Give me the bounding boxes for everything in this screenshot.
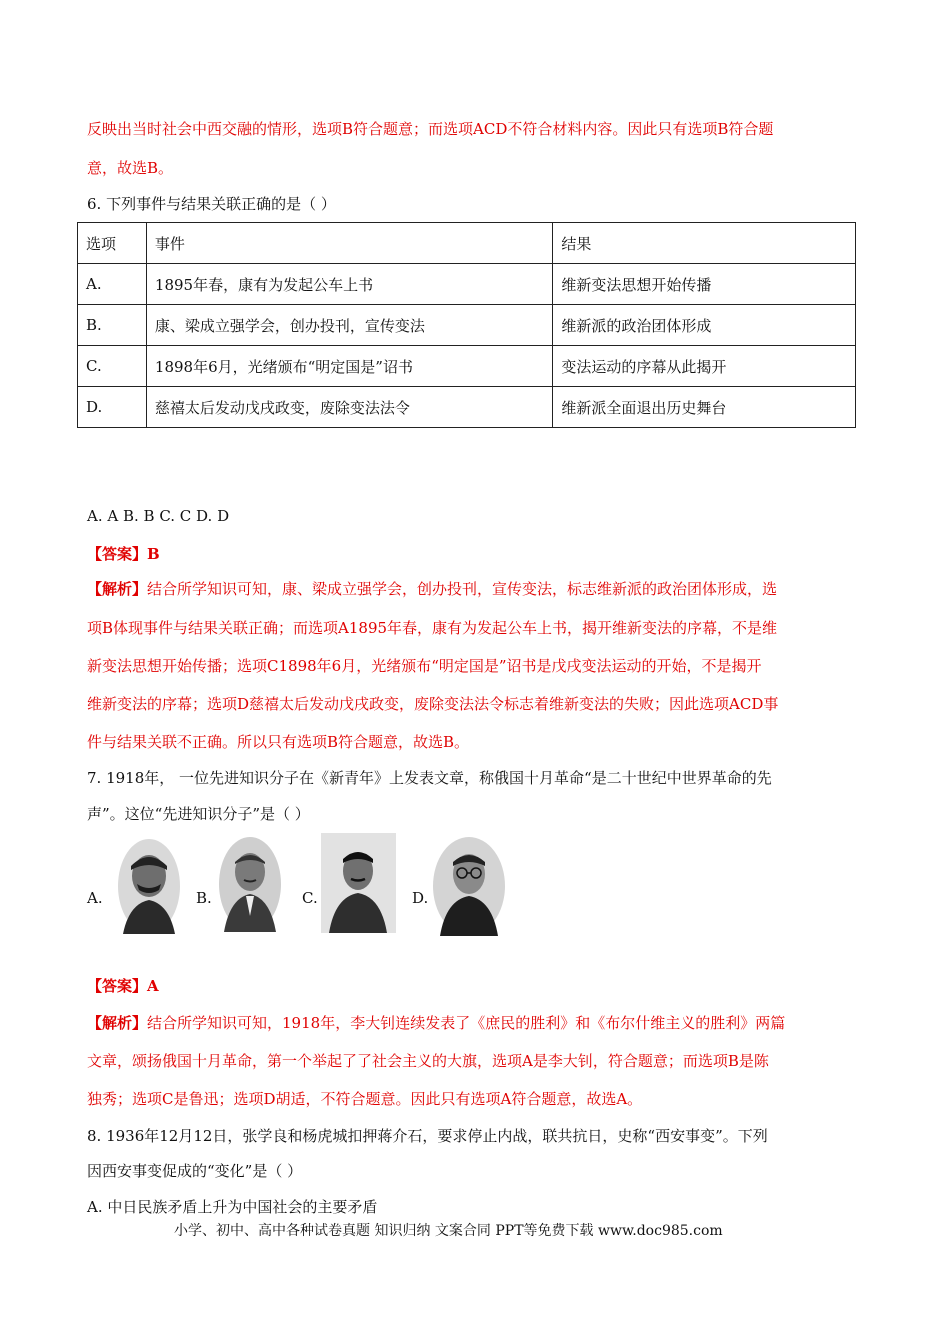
- q8-option-a: A. 中日民族矛盾上升为中国社会的主要矛盾: [87, 1198, 378, 1216]
- q7-stem-line-1: 7. 1918年， 一位先进知识分子在《新青年》上发表文章，称俄国十月革命“是二十世纪中世界革命的先: [87, 769, 772, 787]
- q6-analysis-line-3: 新变法思想开始传播；选项C1898年6月，光绪颁布“明定国是”诏书是戊戌变法运动的开始，不是揭开: [87, 657, 762, 675]
- portrait-photo-b: [218, 836, 282, 932]
- table-cell: 维新派全面退出历史舞台: [553, 387, 856, 428]
- analysis-tag: 【解析】: [87, 580, 148, 598]
- portrait-photo-c: [321, 833, 396, 933]
- answer-value: A: [147, 977, 159, 995]
- table-row: [78, 387, 856, 428]
- analysis-text: 结合所学知识可知，康、梁成立强学会，创办投刊，宣传变法，标志维新派的政治团体形成，选: [147, 580, 778, 598]
- table-cell: 慈禧太后发动戊戌政变，废除变法法令: [146, 387, 552, 428]
- table-header-cell: 选项: [78, 223, 147, 264]
- table-row: [78, 346, 856, 387]
- q6-analysis-line-5: 件与结果关联不正确。所以只有选项B符合题意，故选B。: [87, 733, 470, 751]
- table-cell: B.: [78, 305, 147, 346]
- table-cell: A.: [78, 264, 147, 305]
- analysis-text: 结合所学知识可知，1918年，李大钊连续发表了《庶民的胜利》和《布尔什维主义的胜利》两篇: [147, 1014, 786, 1032]
- q6-answer: [87, 543, 160, 564]
- table-header-row: [78, 223, 856, 264]
- q5-analysis-line-2: 意，故选B。: [87, 159, 174, 177]
- q7-analysis-line-3: 独秀；选项C是鲁迅；选项D胡适，不符合题意。因此只有选项A符合题意，故选A。: [87, 1090, 643, 1108]
- q8-stem-line-2: 因西安事变促成的“变化”是（ ）: [87, 1162, 303, 1180]
- table-cell: 康、梁成立强学会，创办投刊，宣传变法: [146, 305, 552, 346]
- q6-stem: 6. 下列事件与结果关联正确的是（ ）: [87, 195, 336, 213]
- table-header-cell: 结果: [553, 223, 856, 264]
- q8-stem-line-1: 8. 1936年12月12日，张学良和杨虎城扣押蒋介石，要求停止内战，联共抗日，史称“西安事变”。下列: [87, 1127, 768, 1145]
- table-cell: 维新变法思想开始传播: [553, 264, 856, 305]
- table-header-cell: 事件: [146, 223, 552, 264]
- table-cell: 维新派的政治团体形成: [553, 305, 856, 346]
- table-row: [78, 305, 856, 346]
- q7-analysis-line-2: 文章，颂扬俄国十月革命，第一个举起了了社会主义的大旗，选项A是李大钊，符合题意；而选项B是陈: [87, 1052, 769, 1070]
- q6-analysis-line-4: 维新变法的序幕；选项D慈禧太后发动戊戌政变，废除变法法令标志着维新变法的失败；因此选项ACD事: [87, 695, 779, 713]
- table-cell: 1895年春，康有为发起公车上书: [146, 264, 552, 305]
- portrait-photo-a: [117, 838, 181, 934]
- q6-options: A. A B. B C. C D. D: [87, 507, 230, 525]
- table-cell: D.: [78, 387, 147, 428]
- q5-analysis-line-1: 反映出当时社会中西交融的情形，选项B符合题意；而选项ACD不符合材料内容。因此只有选项B符合题: [87, 120, 774, 138]
- q7-option-label-c: C.: [302, 889, 318, 907]
- table-cell: 变法运动的序幕从此揭开: [553, 346, 856, 387]
- answer-tag: 【答案】: [87, 545, 148, 563]
- q7-analysis-line-1: [87, 1012, 785, 1033]
- page-footer: 小学、初中、高中各种试卷真题 知识归纳 文案合同 PPT等免费下载 www.doc985.com: [174, 1223, 723, 1239]
- q7-option-label-d: D.: [412, 889, 429, 907]
- q7-answer: [87, 975, 159, 996]
- answer-value: B: [147, 545, 160, 563]
- q6-table: [77, 222, 856, 428]
- table-row: [78, 264, 856, 305]
- portrait-photo-d: [432, 836, 506, 936]
- answer-tag: 【答案】: [87, 977, 148, 995]
- table-cell: 1898年6月，光绪颁布“明定国是”诏书: [146, 346, 552, 387]
- q7-option-label-b: B.: [196, 889, 212, 907]
- table-cell: C.: [78, 346, 147, 387]
- q7-option-label-a: A.: [87, 889, 103, 907]
- q6-analysis-line-2: 项B体现事件与结果关联正确；而选项A1895年春，康有为发起公车上书，揭开维新变法的序幕，不是维: [87, 619, 778, 637]
- q7-stem-line-2: 声”。这位“先进知识分子”是（ ）: [87, 805, 310, 823]
- analysis-tag: 【解析】: [87, 1014, 148, 1032]
- q6-analysis-line-1: [87, 578, 777, 599]
